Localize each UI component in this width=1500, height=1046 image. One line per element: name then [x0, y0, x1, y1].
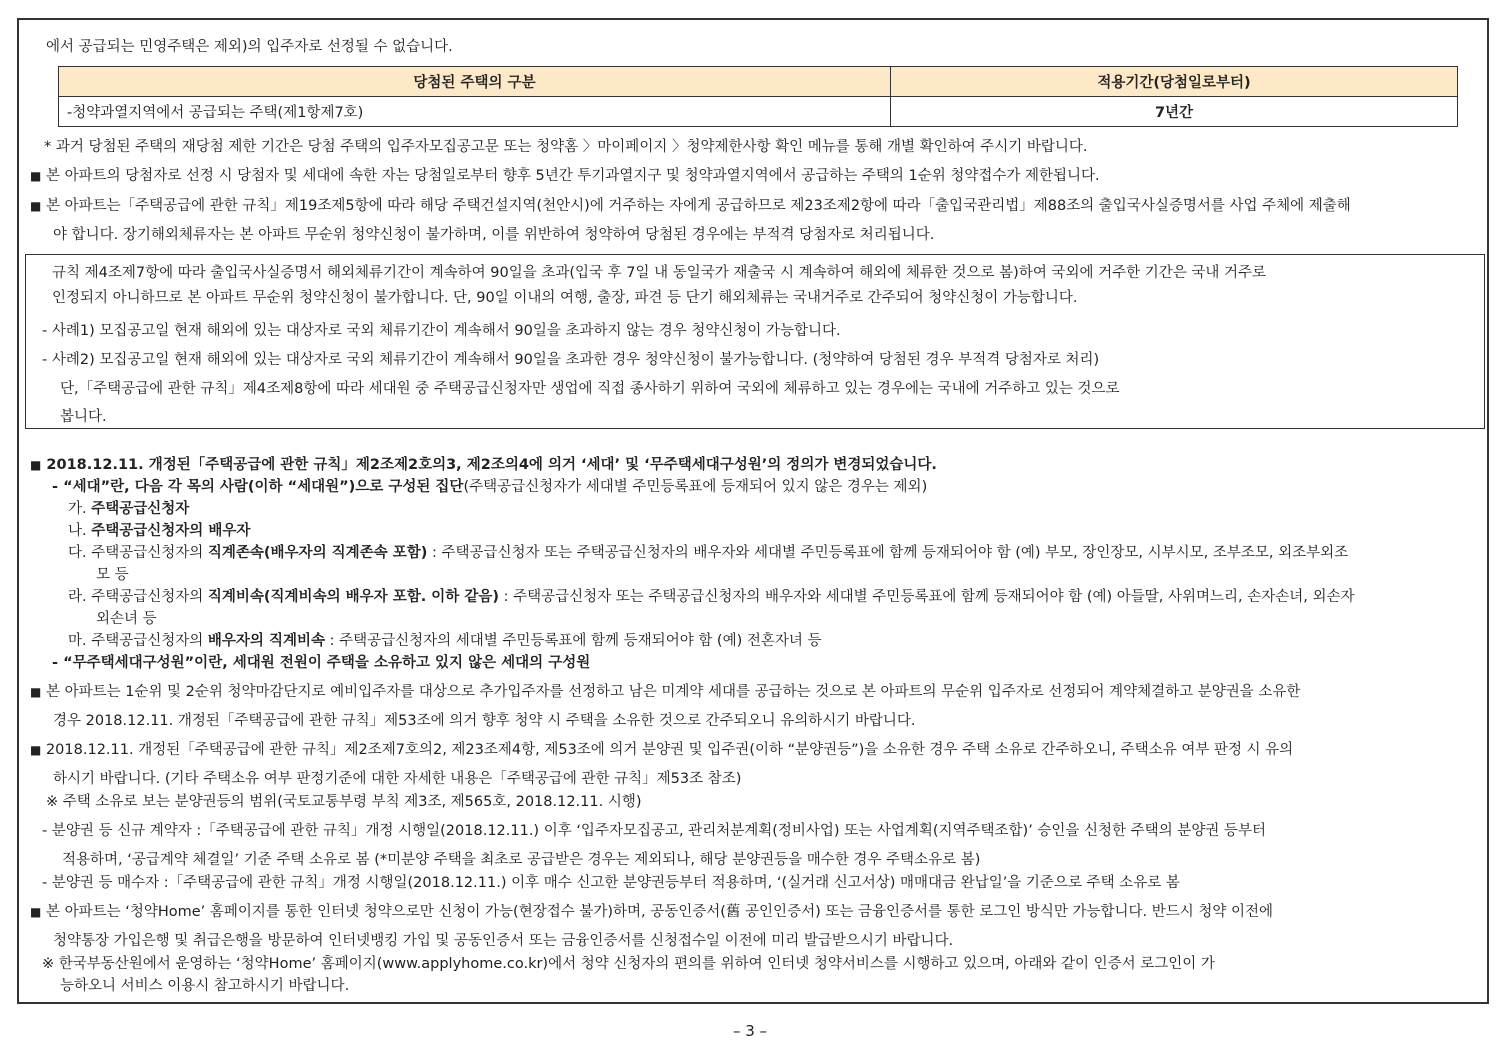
box-line1: 규칙 제4조제7항에 따라 출입국사실증명서 해외체류기간이 계속하여 90일을 초과(입국 후 7일 내 동일국가 재출국 시 계속하여 해외에 체류한 것으로 봄)하여 국외에 거주한 기간은 국내 거주로: [52, 265, 1266, 281]
household-definition: [52, 477, 927, 497]
no-house-definition: - “무주택세대구성원”이란, 세대원 전원이 주택을 소유하고 있지 않은 세대의 구성원: [52, 655, 591, 671]
bullet-marker: ■: [30, 743, 42, 757]
bullet-6-note1: ※ 한국부동산원에서 운영하는 ‘청약Home’ 홈페이지(www.applyhome.co.kr)에서 청약 신청자의 편의를 위하여 인터넷 청약서비스를 시행하고 있으며, 아래와 같이 인증서 로그인이 가: [42, 956, 1215, 972]
bullet-5-line1: 2018.12.11. 개정된「주택공급에 관한 규칙」제2조제7호의2, 제23조제4항, 제53조에 의거 분양권 및 입주권(이하 “분양권등”)을 소유한 경우 주택 소유로 간주하오니, 주택소유 여부 판정 시 유의: [45, 742, 1294, 758]
bullet-4-line2: 경우 2018.12.11. 개정된「주택공급에 관한 규칙」제53조에 의거 향후 청약 시 주택을 소유한 것으로 간주되오니 유의하시기 바랍니다.: [53, 713, 916, 729]
item-ma: [68, 631, 822, 651]
item-ga-prefix: 가.: [68, 501, 92, 517]
table-header-row: [59, 67, 1458, 97]
bullet-5-detail2: - 분양권 등 매수자 :「주택공급에 관한 규칙」개정 시행일(2018.12.11.) 이후 매수 신고한 분양권등부터 적용하며, ‘(실거래 신고서상) 매매대금 완납일’을 기준으로 주택 소유로 봄: [42, 875, 1180, 891]
bullet-1: [30, 166, 1100, 186]
bullet-4-line1: 본 아파트는 1순위 및 2순위 청약마감단지로 예비입주자를 대상으로 추가입주자를 선정하고 남은 미계약 세대를 공급하는 것으로 본 아파트의 무순위 입주자로 선정되어 계약체결하고 분양권을 소유한: [45, 684, 1301, 700]
box-case2-end: 봅니다.: [60, 409, 107, 425]
item-da-rest: : 주택공급신청자 또는 주택공급신청자의 배우자와 세대별 주민등록표에 함께 등재되어야 함 (예) 부모, 장인장모, 시부시모, 조부조모, 외조부외조: [427, 545, 1349, 561]
item-da-cont: 모 등: [96, 567, 129, 583]
item-ra-rest: : 주택공급신청자 또는 주택공급신청자의 배우자와 세대별 주민등록표에 함께 등재되어야 함 (예) 아들딸, 사위며느리, 손자손녀, 외손자: [498, 589, 1355, 605]
bullet-5-detail1: - 분양권 등 신규 계약자 :「주택공급에 관한 규칙」개정 시행일(2018.12.11.) 이후 ‘입주자모집공고, 관리처분계획(정비사업) 또는 사업계획(지역주택조합)’ 승인을 신청한 주택의 분양권 등부터: [42, 823, 1266, 839]
bullet-2-line2: 야 합니다. 장기해외체류자는 본 아파트 무순위 청약신청이 불가하며, 이를 위반하여 청약하여 당첨된 경우에는 부적격 당첨자로 처리됩니다.: [53, 227, 935, 243]
item-da-prefix: 다. 주택공급신청자의: [68, 545, 208, 561]
bullet-5-note: ※ 주택 소유로 보는 분양권등의 범위(국토교통부령 부칙 제3조, 제565호, 2018.12.11. 시행): [46, 794, 642, 810]
item-ra-cont: 외손녀 등: [96, 611, 157, 627]
bullet-5: [30, 740, 1293, 760]
bullet-1-text: 본 아파트의 당첨자로 선정 시 당첨자 및 세대에 속한 자는 당첨일로부터 향후 5년간 투기과열지구 및 청약과열지역에서 공급하는 주택의 1순위 청약접수가 제한됩니다.: [45, 168, 1100, 184]
bullet-6-note2: 능하오니 서비스 이용시 참고하시기 바랍니다.: [60, 978, 350, 994]
box-case2-cont: 단,「주택공급에 관한 규칙」제4조제8항에 따라 세대원 중 주택공급신청자만 생업에 직접 종사하기 위하여 국외에 체류하고 있는 경우에는 국내에 거주하고 있는 것으로: [60, 381, 1120, 397]
bullet-6-line1: 본 아파트는 ‘청약Home’ 홈페이지를 통한 인터넷 청약으로만 신청이 가능(현장접수 불가)하며, 공동인증서(舊 공인인증서) 또는 금융인증서를 통한 로그인 방식만 가능합니다. 반드시 청약 이전에: [45, 904, 1274, 920]
section-2018-heading-text: 2018.12.11. 개정된「주택공급에 관한 규칙」제2조제2호의3, 제2조의4에 의거 ‘세대’ 및 ‘무주택세대구성원’의 정의가 변경되었습니다.: [46, 457, 937, 473]
bullet-marker: ■: [30, 905, 42, 919]
bullet-marker: ■: [30, 685, 42, 699]
section-2018-heading: [30, 455, 937, 475]
cell-period: 7년간: [891, 97, 1458, 127]
cell-housing-type: -청약과열지역에서 공급되는 주택(제1항제7호): [59, 97, 891, 127]
bullet-6: [30, 902, 1273, 922]
bullet-marker: ■: [30, 458, 42, 472]
item-ga: [68, 499, 189, 519]
box-case2: - 사례2) 모집공고일 현재 해외에 있는 대상자로 국외 체류기간이 계속해서 90일을 초과한 경우 청약신청이 불가능합니다. (청약하여 당첨된 경우 부적격 당첨자로 처리): [42, 352, 1100, 368]
page-number: – 3 –: [732, 1022, 768, 1040]
bullet-marker: ■: [30, 169, 42, 183]
header-housing-type: 당첨된 주택의 구분: [59, 67, 891, 97]
table-row: [59, 97, 1458, 127]
household-definition-rest: (주택공급신청자가 세대별 주민등록표에 등재되어 있지 않은 경우는 제외): [463, 479, 928, 495]
item-na-bold: 주택공급신청자의 배우자: [91, 523, 251, 539]
bullet-5-line2: 하시기 바랍니다. (기타 주택소유 여부 판정기준에 대한 자세한 내용은「주택공급에 관한 규칙」제53조 참조): [53, 771, 742, 787]
item-da: [68, 543, 1348, 563]
item-ga-bold: 주택공급신청자: [91, 501, 190, 517]
item-ma-rest: : 주택공급신청자의 세대별 주민등록표에 함께 등재되어야 함 (예) 전혼자녀 등: [325, 633, 822, 649]
bullet-marker: ■: [30, 199, 42, 213]
item-ma-bold: 배우자의 직계비속: [207, 633, 325, 649]
household-definition-bold: - “세대”란, 다음 각 목의 사람(이하 “세대원”)으로 구성된 집단: [52, 479, 464, 495]
item-ma-prefix: 마. 주택공급신청자의: [68, 633, 208, 649]
item-ra-prefix: 라. 주택공급신청자의: [68, 589, 208, 605]
bullet-5-detail1-cont: 적용하며, ‘공급계약 체결일’ 기준 주택 소유로 봄 (*미분양 주택을 최초로 공급받은 경우는 제외되나, 해당 분양권등을 매수한 경우 주택소유로 봄): [62, 852, 981, 868]
box-case1: - 사례1) 모집공고일 현재 해외에 있는 대상자로 국외 체류기간이 계속해서 90일을 초과하지 않는 경우 청약신청이 가능합니다.: [42, 323, 841, 339]
bullet-6-line2: 청약통장 가입은행 및 취급은행을 방문하여 인터넷뱅킹 가입 및 공동인증서 또는 금융인증서를 신청접수일 이전에 미리 발급받으시기 바랍니다.: [53, 933, 954, 949]
note-past-winning: * 과거 당첨된 주택의 재당첨 제한 기간은 당첨 주택의 입주자모집공고문 또는 청약홈 〉마이페이지 〉청약제한사항 확인 메뉴를 통해 개별 확인하여 주시기 바랍니다.: [44, 139, 1088, 155]
header-period: 적용기간(당첨일로부터): [891, 67, 1458, 97]
bullet-4: [30, 682, 1300, 702]
bullet-2-line1: 본 아파트는「주택공급에 관한 규칙」제19조제5항에 따라 해당 주택건설지역(천안시)에 거주하는 자에게 공급하므로 제23조제2항에 따라「출입국관리법」제88조의 출입국사실증명서를 사업 주체에 제출해: [45, 198, 1351, 214]
item-na-prefix: 나.: [68, 523, 92, 539]
item-ra-bold: 직계비속(직계비속의 배우자 포함. 이하 같음): [207, 589, 499, 605]
item-da-bold: 직계존속(배우자의 직계존속 포함): [207, 545, 428, 561]
reapply-restriction-table: [58, 66, 1458, 127]
item-na: [68, 521, 250, 541]
top-line: 에서 공급되는 민영주택은 제외)의 입주자로 선정될 수 없습니다.: [46, 39, 453, 55]
box-line2: 인정되지 아니하므로 본 아파트 무순위 청약신청이 불가합니다. 단, 90일 이내의 여행, 출장, 파견 등 단기 해외체류는 국내거주로 간주되어 청약신청이 가능합니다.: [52, 290, 1078, 306]
bullet-2: [30, 196, 1351, 216]
item-ra: [68, 587, 1355, 607]
